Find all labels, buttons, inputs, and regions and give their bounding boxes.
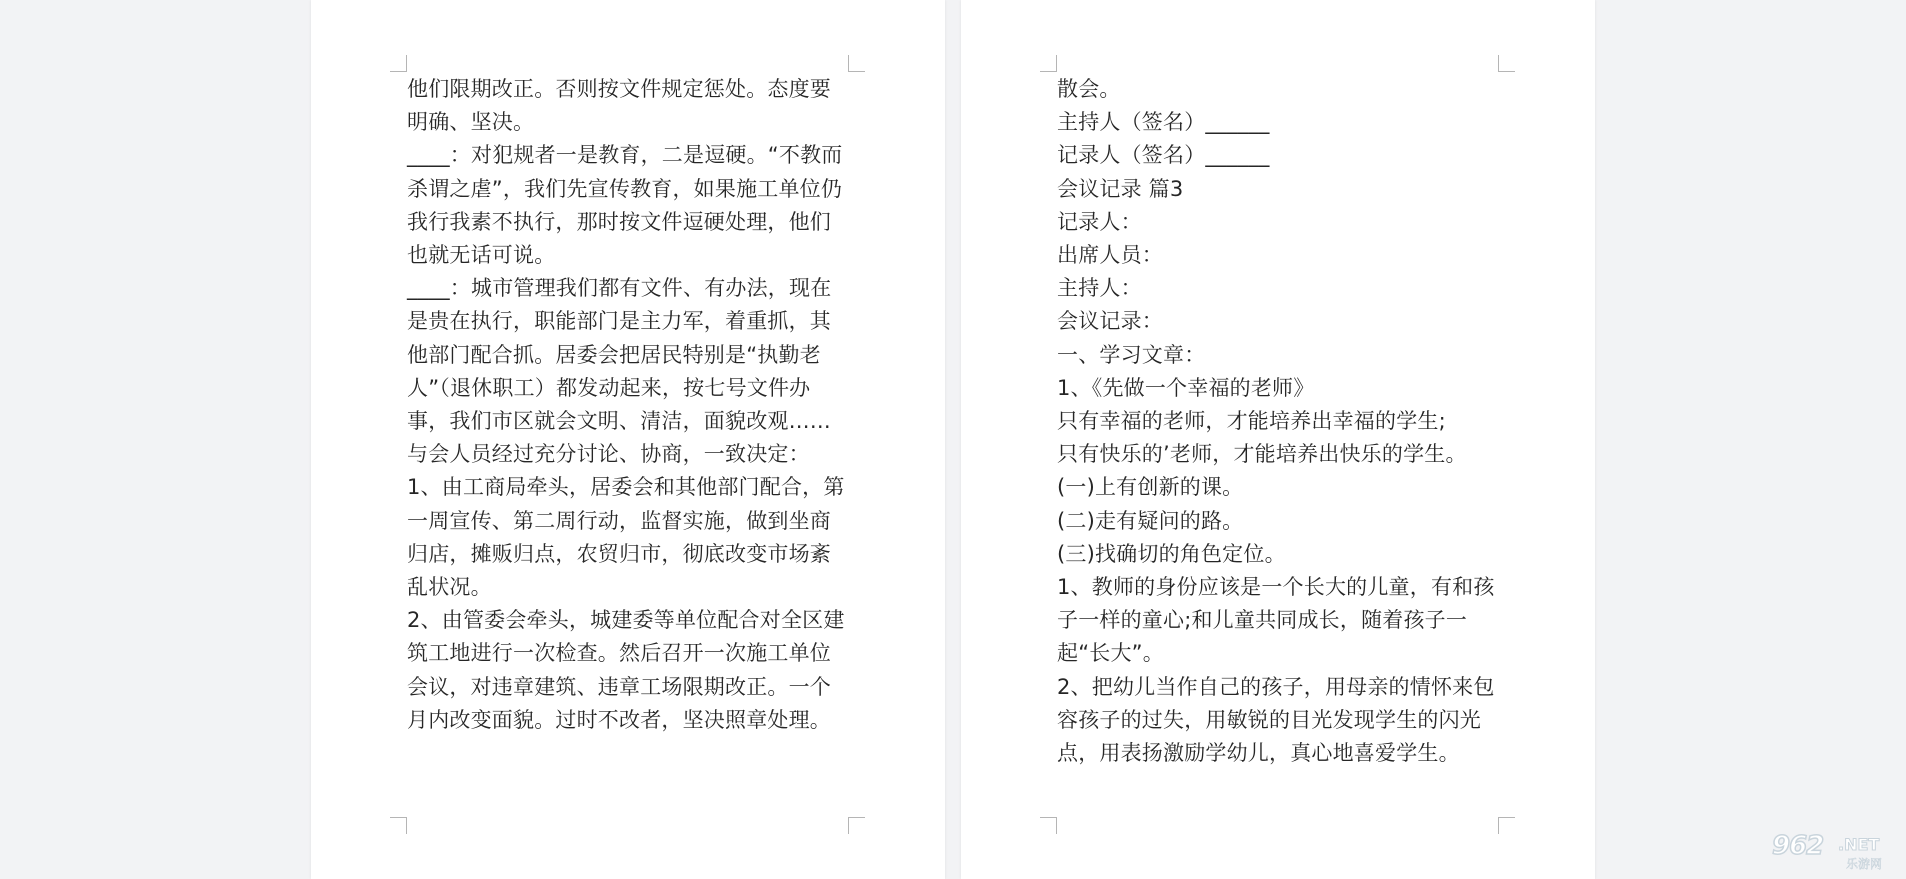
margin-corner-mark: [1040, 817, 1057, 834]
margin-corner-mark: [390, 817, 407, 834]
watermark-subtitle: 乐游网: [1846, 857, 1883, 871]
paragraph[interactable]: 一、学习文章：: [1057, 342, 1206, 367]
paragraph[interactable]: 会议记录 篇3: [1057, 176, 1184, 201]
paragraph[interactable]: (一)上有创新的课。: [1057, 475, 1244, 500]
paragraph[interactable]: 记录人：: [1057, 209, 1142, 234]
paragraph[interactable]: 出席人员：: [1057, 243, 1163, 268]
paragraph[interactable]: 主持人：: [1057, 276, 1142, 301]
paragraph[interactable]: 1、《先做一个幸福的老师》: [1057, 375, 1315, 400]
site-watermark-logo: [1766, 831, 1898, 873]
paragraph[interactable]: (三)找确切的角色定位。: [1057, 541, 1286, 566]
margin-corner-mark: [848, 817, 865, 834]
page-text-body[interactable]: [1057, 73, 1502, 770]
paragraph[interactable]: 他们限期改正。否则按文件规定惩处。态度要明确、坚决。: [407, 77, 831, 135]
paragraph[interactable]: 会议记录：: [1057, 309, 1163, 334]
paragraph[interactable]: 只有幸福的老师，才能培养出幸福的学生;: [1057, 409, 1446, 434]
page-text-body[interactable]: [407, 73, 852, 737]
margin-corner-mark: [1040, 55, 1057, 72]
paragraph[interactable]: 记录人（签名）______: [1057, 143, 1270, 168]
margin-corner-mark: [848, 55, 865, 72]
paragraph[interactable]: 2、由管委会牵头，城建委等单位配合对全区建筑工地进行一次检查。然后召开一次施工单位会议，对违章建筑、违章工场限期改正。一个月内改变面貌。过时不改者，坚决照章处理。: [407, 608, 845, 732]
paragraph[interactable]: 只有快乐的’老师，才能培养出快乐的学生。: [1057, 442, 1467, 467]
paragraph[interactable]: 1、教师的身份应该是一个长大的儿童，有和孩子一样的童心;和儿童共同成长，随着孩子一起“长大”。: [1057, 575, 1495, 666]
paragraph[interactable]: 1、由工商局牵头，居委会和其他部门配合，第一周宣传、第二周行动，监督实施，做到坐商归店，摊贩归点，农贸归市，彻底改变市场紊乱状况。: [407, 475, 845, 600]
paragraph[interactable]: ____：城市管理我们都有文件、有办法，现在是贵在执行，职能部门是主力军，着重抓，其他部门配合抓。居委会把居民特别是“执勤老人”（退休职工）都发动起来，按七号文件办事，我们市区就会文明、清洁，面貌改观……: [407, 276, 832, 434]
margin-corner-mark: [390, 55, 407, 72]
document-page-left[interactable]: [311, 0, 945, 879]
margin-corner-mark: [1498, 55, 1515, 72]
paragraph[interactable]: 散会。: [1057, 77, 1121, 101]
document-page-right[interactable]: [961, 0, 1595, 879]
watermark-suffix: .NET: [1838, 835, 1880, 854]
paragraph[interactable]: 与会人员经过充分讨论、协商，一致决定：: [407, 442, 810, 467]
paragraph[interactable]: (二)走有疑问的路。: [1057, 508, 1244, 533]
watermark-number: 962: [1772, 831, 1824, 861]
paragraph[interactable]: 2、把幼儿当作自己的孩子，用母亲的情怀来包容孩子的过失，用敏锐的目光发现学生的闪光点，用表扬激励学幼儿，真心地喜爱学生。: [1057, 674, 1495, 766]
paragraph[interactable]: ____：对犯规者一是教育，二是逗硬。“不教而杀谓之虐”，我们先宣传教育，如果施工单位仍我行我素不执行，那时按文件逗硬处理，他们也就无话可说。: [407, 143, 843, 268]
paragraph[interactable]: 主持人（签名）______: [1057, 110, 1270, 135]
margin-corner-mark: [1498, 817, 1515, 834]
